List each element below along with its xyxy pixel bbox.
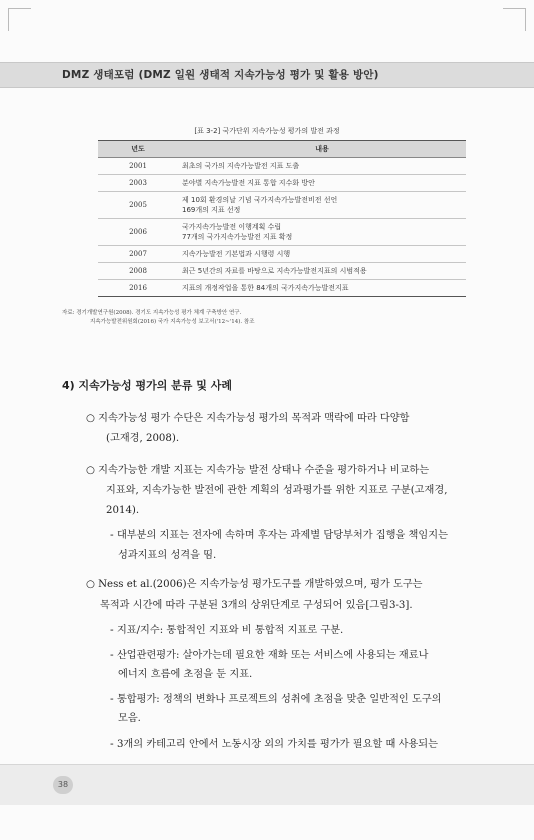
dash-mark: - bbox=[110, 625, 114, 636]
content-line: 최근 5년간의 자료를 바탕으로 지속가능발전지표의 시범적용 bbox=[182, 267, 367, 275]
running-header-title: DMZ 생태포럼 (DMZ 일원 생태적 지속가능성 평가 및 활용 방안) bbox=[62, 69, 379, 81]
table-row bbox=[98, 175, 466, 192]
section-heading: 4) 지속가능성 평가의 분류 및 사례 bbox=[62, 379, 232, 392]
table-row bbox=[98, 219, 466, 246]
dash-paragraph bbox=[110, 621, 343, 641]
dash-paragraph bbox=[110, 646, 428, 666]
table-row bbox=[98, 246, 466, 263]
content-line: 지표의 개정작업을 통한 84개의 국가지속가능발전지표 bbox=[182, 284, 349, 292]
bullet-continuation bbox=[100, 596, 413, 616]
dash-paragraph bbox=[110, 526, 448, 546]
source-line: 자료: 경기개발연구원(2008). 경기도 지속가능성 평가 체계 구축방안 연구. bbox=[62, 310, 242, 316]
bullet-continuation bbox=[106, 481, 447, 501]
dash-continuation bbox=[118, 546, 216, 566]
table-cell-content bbox=[178, 158, 466, 175]
content-line: 지속가능발전 기본법과 시행령 시행 bbox=[182, 250, 291, 258]
paragraph-line: 성과지표의 성격을 띰. bbox=[118, 550, 217, 561]
table-row bbox=[98, 263, 466, 280]
table-cell-content bbox=[178, 280, 466, 297]
paragraph-line: 에너지 흐름에 초점을 둔 지표. bbox=[118, 669, 253, 680]
page-number-badge: 38 bbox=[53, 776, 73, 794]
bullet-paragraph bbox=[86, 409, 472, 429]
table-cell-year: 2005 bbox=[98, 192, 178, 219]
bullet-paragraph bbox=[86, 461, 429, 481]
table-cell-year: 2003 bbox=[98, 175, 178, 192]
table-cell-year: 2007 bbox=[98, 246, 178, 263]
paragraph-line: 통합평가: 정책의 변화나 프로젝트의 성취에 초점을 맞춘 일반적인 도구의 bbox=[116, 694, 442, 705]
table-source-note bbox=[62, 309, 255, 327]
column-header-year: 년도 bbox=[98, 141, 178, 158]
content-line: 제 10회 환경의날 기념 국가지속가능발전비전 선언 bbox=[182, 196, 338, 204]
content-line: 국가지속가능발전 이행계획 수립 bbox=[182, 223, 282, 231]
dash-mark: - bbox=[110, 530, 114, 541]
table-cell-year: 2016 bbox=[98, 280, 178, 297]
source-line: 지속가능발전위원회(2016) 국가 지속가능성 보고서('12~'14). 참조 bbox=[90, 319, 255, 325]
bullet-mark: ○ bbox=[86, 579, 95, 590]
development-process-table bbox=[98, 140, 466, 297]
dash-continuation bbox=[118, 709, 141, 729]
dash-paragraph bbox=[110, 735, 438, 755]
content-line: 분야별 지속가능발전 지표 통합 지수화 방안 bbox=[182, 179, 315, 187]
paragraph-line: 목적과 시간에 따라 구분된 3개의 상위단계로 구성되어 있음[그림3-3]. bbox=[100, 600, 413, 611]
paragraph-line: Ness et al.(2006)은 지속가능성 평가도구를 개발하였으며, 평가 도구는 bbox=[98, 579, 423, 590]
table-cell-content bbox=[178, 219, 466, 246]
bullet-mark: ○ bbox=[86, 413, 95, 424]
paragraph-line: 산업관련평가: 살아가는데 필요한 재화 또는 서비스에 사용되는 재료나 bbox=[116, 650, 429, 661]
content-line: 77개의 국가지속가능발전 지표 확정 bbox=[182, 233, 293, 241]
table-row bbox=[98, 280, 466, 297]
crop-mark-top-left bbox=[8, 8, 31, 31]
paragraph-line: 2014). bbox=[106, 505, 140, 516]
bullet-paragraph bbox=[86, 575, 423, 595]
table-cell-content bbox=[178, 246, 466, 263]
dash-mark: - bbox=[110, 739, 114, 750]
table-header-row bbox=[98, 141, 466, 158]
paragraph-line: 지속가능성 평가 수단은 지속가능성 평가의 목적과 맥락에 따라 다양함 bbox=[98, 413, 410, 424]
paragraph-line: 지표/지수: 통합적인 지표와 비 통합적 지표로 구분. bbox=[116, 625, 344, 636]
table-cell-content bbox=[178, 175, 466, 192]
dash-mark: - bbox=[110, 650, 114, 661]
dash-mark: - bbox=[110, 694, 114, 705]
column-header-content: 내용 bbox=[178, 141, 466, 158]
bullet-mark: ○ bbox=[86, 465, 95, 476]
table-cell-content bbox=[178, 263, 466, 280]
table-cell-content bbox=[178, 192, 466, 219]
bullet-continuation bbox=[106, 429, 179, 449]
table-cell-year: 2001 bbox=[98, 158, 178, 175]
crop-mark-top-right bbox=[503, 8, 526, 31]
table-row bbox=[98, 192, 466, 219]
paragraph-line: 지표와, 지속가능한 발전에 관한 계획의 성과평가를 위한 지표로 구분(고재경, bbox=[106, 485, 448, 496]
table-row bbox=[98, 158, 466, 175]
paragraph-line: (고재경, 2008). bbox=[106, 433, 180, 444]
content-line: 최초의 국가의 지속가능발전 지표 도출 bbox=[182, 162, 300, 170]
table-cell-year: 2006 bbox=[98, 219, 178, 246]
paragraph-line: 모음. bbox=[118, 713, 141, 724]
paragraph-line: 3개의 카테고리 안에서 노동시장 외의 가치를 평가가 필요할 때 사용되는 bbox=[116, 739, 438, 750]
dash-paragraph bbox=[110, 690, 442, 710]
paragraph-line: 지속가능한 개발 지표는 지속가능 발전 상태나 수준을 평가하거나 비교하는 bbox=[98, 465, 430, 476]
dash-continuation bbox=[118, 665, 252, 685]
footer-band bbox=[0, 764, 534, 805]
content-line: 169개의 지표 선정 bbox=[182, 206, 241, 214]
paragraph-line: 대부분의 지표는 전자에 속하며 후자는 과제별 담당부처가 집행을 책임지는 bbox=[116, 530, 448, 541]
table-cell-year: 2008 bbox=[98, 263, 178, 280]
table-caption: [표 3-2] 국가단위 지속가능성 평가의 발전 과정 bbox=[194, 127, 340, 135]
bullet-continuation bbox=[106, 501, 139, 521]
